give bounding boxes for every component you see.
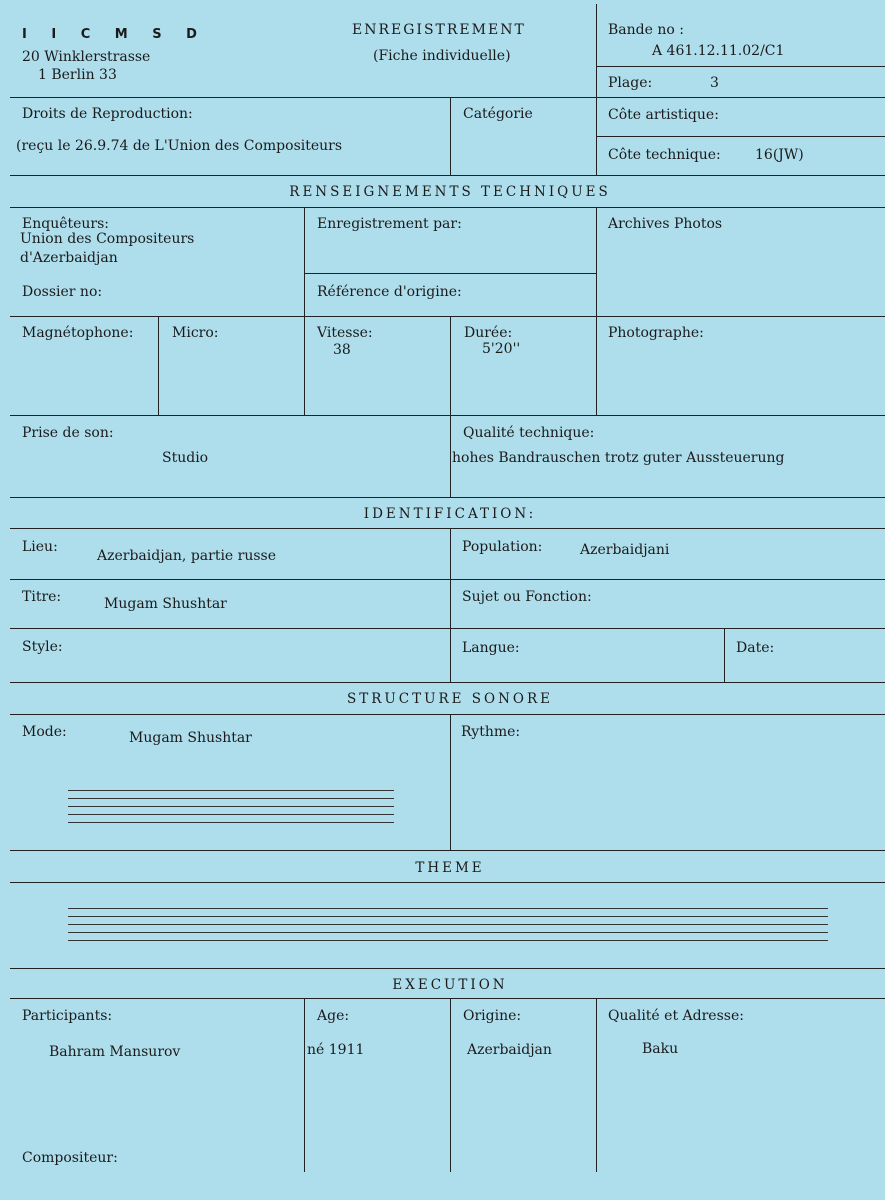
staff-line [68,932,828,933]
section-heading-theme: THEME [415,860,485,876]
qualite-label: Qualité technique: [463,425,595,441]
rule [10,628,885,629]
rule [304,273,596,274]
droits-value: (reçu le 26.9.74 de L'Union des Compositeurs [16,138,343,154]
section-heading-execution: EXECUTION [392,977,508,993]
form-subtitle: (Fiche individuelle) [373,48,511,64]
style-label: Style: [22,639,63,655]
duree-label: Durée: [464,325,513,341]
section-heading-identification: IDENTIFICATION: [363,506,537,522]
bande-value: A 461.12.11.02/C1 [652,43,785,59]
duree-value: 5'20'' [482,341,521,357]
org-logo: I I C M S D [22,27,207,42]
rule [10,682,885,683]
rule [596,4,597,175]
sujet-label: Sujet ou Fonction: [462,589,592,605]
participants-value: Bahram Mansurov [49,1044,181,1060]
rule [596,136,885,137]
staff-line [68,908,828,909]
rule [10,579,885,580]
rule [450,415,451,497]
staff-line [68,798,394,799]
categorie-label: Catégorie [463,106,533,122]
enqueteurs-label: Enquêteurs: [22,216,110,232]
rule [10,714,885,715]
rule [158,316,159,415]
prise-value: Studio [162,450,209,466]
rule [10,175,885,176]
origine-label: Origine: [463,1008,522,1024]
rule [450,316,451,415]
prise-label: Prise de son: [22,425,114,441]
rule [596,66,885,67]
address-line-1: 20 Winklerstrasse [22,49,151,65]
plage-value: 3 [710,75,719,91]
population-label: Population: [462,539,543,555]
staff-line [68,806,394,807]
archives-label: Archives Photos [608,216,723,232]
staff-line [68,940,828,941]
rule [304,207,305,415]
photographe-label: Photographe: [608,325,704,341]
micro-label: Micro: [172,325,219,341]
vitesse-value: 38 [333,342,351,358]
address-line-2: 1 Berlin 33 [38,67,117,83]
plage-label: Plage: [608,75,653,91]
rule [10,415,885,416]
langue-label: Langue: [462,640,520,656]
cote-artistique-label: Côte artistique: [608,107,719,123]
rule [596,207,597,415]
rule [450,714,451,850]
vitesse-label: Vitesse: [317,325,373,341]
rythme-label: Rythme: [461,724,521,740]
enqueteurs-value-2: d'Azerbaidjan [20,250,118,266]
titre-value: Mugam Shushtar [104,596,227,612]
rule [450,528,451,682]
bande-label: Bande no : [608,22,684,38]
rule [10,850,885,851]
cote-technique-label: Côte technique: [608,147,721,163]
reference-label: Référence d'origine: [317,284,462,300]
rule [450,998,451,1172]
section-heading-structure: STRUCTURE SONORE [346,691,554,707]
section-heading-technique: RENSEIGNEMENTS TECHNIQUES [289,184,611,200]
qualite-value: hohes Bandrauschen trotz guter Aussteuerung [452,450,785,466]
date-label: Date: [736,640,775,656]
staff-line [68,790,394,791]
rule [10,316,885,317]
cote-technique-value: 16(JW) [755,147,804,163]
rule [10,207,885,208]
rule [304,998,305,1172]
rule [10,497,885,498]
lieu-value: Azerbaidjan, partie russe [97,548,277,564]
staff-line [68,814,394,815]
rule [450,97,451,175]
titre-label: Titre: [22,589,62,605]
rule [10,998,885,999]
magnetophone-label: Magnétophone: [22,325,134,341]
mode-label: Mode: [22,724,67,740]
rule [10,882,885,883]
enregistrement-label: Enregistrement par: [317,216,462,232]
form-title: ENREGISTREMENT [352,22,526,38]
droits-label: Droits de Reproduction: [22,106,193,122]
rule [10,528,885,529]
population-value: Azerbaidjani [580,542,670,558]
qualite-adresse-label: Qualité et Adresse: [608,1008,744,1024]
rule [10,968,885,969]
rule [10,97,885,98]
qualite-adresse-value: Baku [642,1041,679,1057]
rule [724,628,725,682]
dossier-label: Dossier no: [22,284,103,300]
rule [596,998,597,1172]
age-label: Age: [317,1008,350,1024]
staff-line [68,924,828,925]
mode-value: Mugam Shushtar [129,730,252,746]
staff-line [68,916,828,917]
staff-line [68,822,394,823]
age-value: né 1911 [307,1042,365,1058]
lieu-label: Lieu: [22,539,58,555]
compositeur-label: Compositeur: [22,1150,118,1166]
origine-value: Azerbaidjan [467,1042,552,1058]
participants-label: Participants: [22,1008,113,1024]
enqueteurs-value-1: Union des Compositeurs [20,231,195,247]
